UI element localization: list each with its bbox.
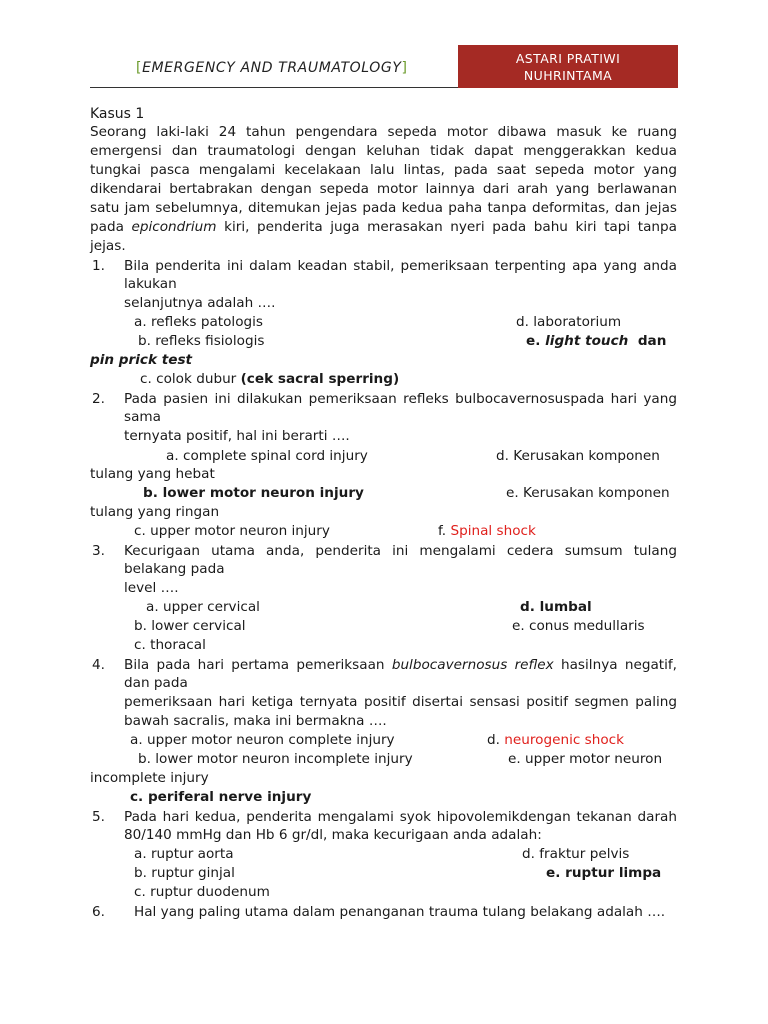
case-para-line: satu jam sebelumnya, ditemukan jejas pada kedua paha tanpa deformitas, dan jejas (90, 200, 677, 216)
question-text: dan pada (124, 675, 188, 691)
option-b: b. refleks fisiologis (138, 333, 265, 349)
option-c: c. thoracal (134, 637, 206, 653)
question-text: belakang pada (124, 561, 225, 577)
option-c: c. upper motor neuron injury (134, 523, 330, 539)
question-number: 4. (92, 657, 105, 673)
option-a: a. ruptur aorta (134, 846, 234, 862)
option-a: a. complete spinal cord injury (166, 448, 368, 464)
option-b: b. lower motor neuron injury (143, 485, 364, 501)
case-para-line: tungkai pasca mengalami kecelakaan lalu lintas, pada saat sepeda motor yang (90, 162, 677, 178)
case-heading: Kasus 1 (90, 106, 145, 122)
option-e-cont: incomplete injury (90, 770, 209, 786)
question-number: 2. (92, 391, 105, 407)
option-e-cont: tulang yang ringan (90, 504, 220, 520)
option-b: b. lower cervical (134, 618, 246, 634)
title-bracket-close: ] (401, 60, 408, 76)
author-line-1: ASTARI PRATIWI (515, 50, 621, 66)
option-c: c. colok dubur (cek sacral sperring) (140, 371, 400, 387)
question-text: Pada pasien ini dilakukan pemeriksaan refleks bulbocavernosuspada hari yang (124, 391, 677, 407)
question-number: 3. (92, 543, 105, 559)
title-text: EMERGENCY AND TRAUMATOLOGY (142, 60, 402, 76)
case-para-line: pada epicondrium kiri, penderita juga merasakan nyeri pada bahu kiri tapi tanpa (90, 219, 677, 235)
question-text: pemeriksaan hari ketiga ternyata positif disertai sensasi positif segmen paling (124, 694, 677, 710)
option-d: d. fraktur pelvis (522, 846, 630, 862)
option-e: e. light touch dan (526, 333, 667, 349)
question-number: 1. (92, 258, 105, 274)
case-para-line: dikendarai bertabrakan dengan sepeda motor lainnya dari arah yang berlawanan (90, 181, 677, 197)
option-e: e. Kerusakan komponen (506, 485, 670, 501)
option-e: e. conus medullaris (512, 618, 645, 634)
option-a: a. upper cervical (146, 599, 260, 615)
option-b: b. ruptur ginjal (134, 865, 235, 881)
option-d: d. neurogenic shock (487, 732, 625, 748)
case-para-line: Seorang laki-laki 24 tahun pengendara sepeda motor dibawa masuk ke ruang (90, 124, 677, 140)
question-text: selanjutnya adalah …. (124, 295, 276, 311)
question-text: sama (124, 409, 161, 425)
option-f: f. Spinal shock (438, 523, 536, 539)
title-bracket-open: [ (136, 60, 143, 76)
question-text: Hal yang paling utama dalam penanganan trauma tulang belakang adalah …. (134, 904, 666, 920)
question-text: Kecurigaan utama anda, penderita ini mengalami cedera sumsum tulang (124, 543, 677, 559)
question-text: 80/140 mmHg dan Hb 6 gr/dl, maka kecurigaan anda adalah: (124, 827, 542, 843)
question-number: 5. (92, 809, 105, 825)
question-text: level …. (124, 580, 179, 596)
question-text: Bila penderita ini dalam keadan stabil, pemeriksaan terpenting apa yang anda (124, 258, 677, 274)
case-para-line: emergensi dan traumatologi dengan keluhan tidak dapat menggerakkan kedua (90, 143, 677, 159)
option-a: a. refleks patologis (134, 314, 264, 330)
case-para-end: jejas. (90, 238, 126, 254)
option-d: d. lumbal (520, 599, 592, 615)
option-d-cont: tulang yang hebat (90, 466, 215, 482)
option-b: b. lower motor neuron incomplete injury (138, 751, 413, 767)
question-number: 6. (92, 904, 105, 920)
question-text: lakukan (124, 276, 177, 292)
option-d: d. Kerusakan komponen (496, 448, 660, 464)
question-text: Bila pada hari pertama pemeriksaan bulbocavernosus reflex hasilnya negatif, (124, 657, 677, 673)
question-text: ternyata positif, hal ini berarti …. (124, 428, 350, 444)
option-c: c. periferal nerve injury (130, 789, 312, 805)
author-line-2: NUHRINTAMA (523, 67, 613, 83)
option-d: d. laboratorium (516, 314, 622, 330)
option-e: e. ruptur limpa (546, 865, 662, 881)
question-text: bawah sacralis, maka ini bermakna …. (124, 713, 387, 729)
question-text: Pada hari kedua, penderita mengalami syok hipovolemikdengan tekanan darah (124, 809, 677, 825)
option-c: c. ruptur duodenum (134, 884, 270, 900)
document-title (136, 60, 408, 76)
option-e: e. upper motor neuron (508, 751, 663, 767)
option-e-cont: pin prick test (90, 352, 193, 368)
option-a: a. upper motor neuron complete injury (130, 732, 395, 748)
author-box (458, 45, 678, 88)
